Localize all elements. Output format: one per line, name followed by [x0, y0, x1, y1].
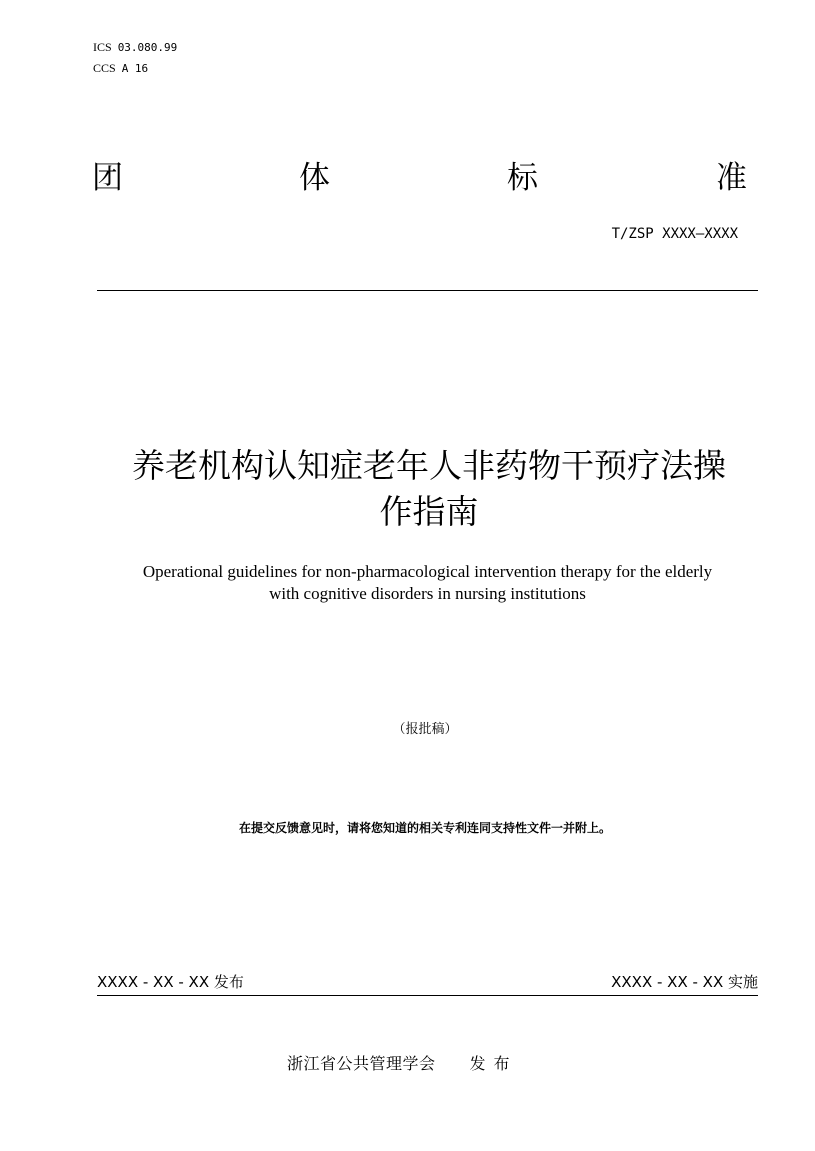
- publisher-action: 发布: [469, 1054, 518, 1073]
- document-title-en: [60, 561, 795, 605]
- standard-type-char-3: 标: [507, 160, 538, 196]
- title-en-line-2: with cognitive disorders in nursing institutions: [269, 584, 586, 603]
- title-en-line-1: Operational guidelines for non-pharmacological intervention therapy for the elderly: [142, 562, 713, 581]
- publisher-line: [287, 1053, 518, 1075]
- standard-type-char-2: 体: [299, 160, 330, 196]
- ccs-code: A 16: [121, 62, 149, 75]
- document-title-cn: [95, 443, 763, 535]
- implement-date: XXXX - XX - XX 实施: [611, 973, 758, 991]
- ics-label: ICS: [93, 40, 112, 54]
- header-divider: [97, 290, 758, 291]
- ics-classification: [93, 40, 177, 55]
- title-cn-line-2: 作指南: [379, 492, 479, 531]
- ics-code: 03.080.99: [117, 41, 178, 54]
- ccs-classification: [93, 61, 148, 76]
- publish-date: XXXX - XX - XX 发布: [97, 973, 244, 991]
- standard-type-char-1: 团: [92, 160, 123, 196]
- standard-type-char-4: 准: [716, 160, 747, 196]
- standard-number: T/ZSP XXXX—XXXX: [611, 226, 738, 242]
- ccs-label: CCS: [93, 61, 116, 75]
- patent-notice: 在提交反馈意见时，请将您知道的相关专利连同支持性文件一并附上。: [238, 821, 611, 835]
- title-cn-line-1: 养老机构认知症老年人非药物干预疗法操: [132, 446, 726, 485]
- draft-status: （报批稿）: [392, 722, 458, 737]
- footer-divider: [97, 995, 758, 996]
- publisher-name: 浙江省公共管理学会: [287, 1054, 436, 1073]
